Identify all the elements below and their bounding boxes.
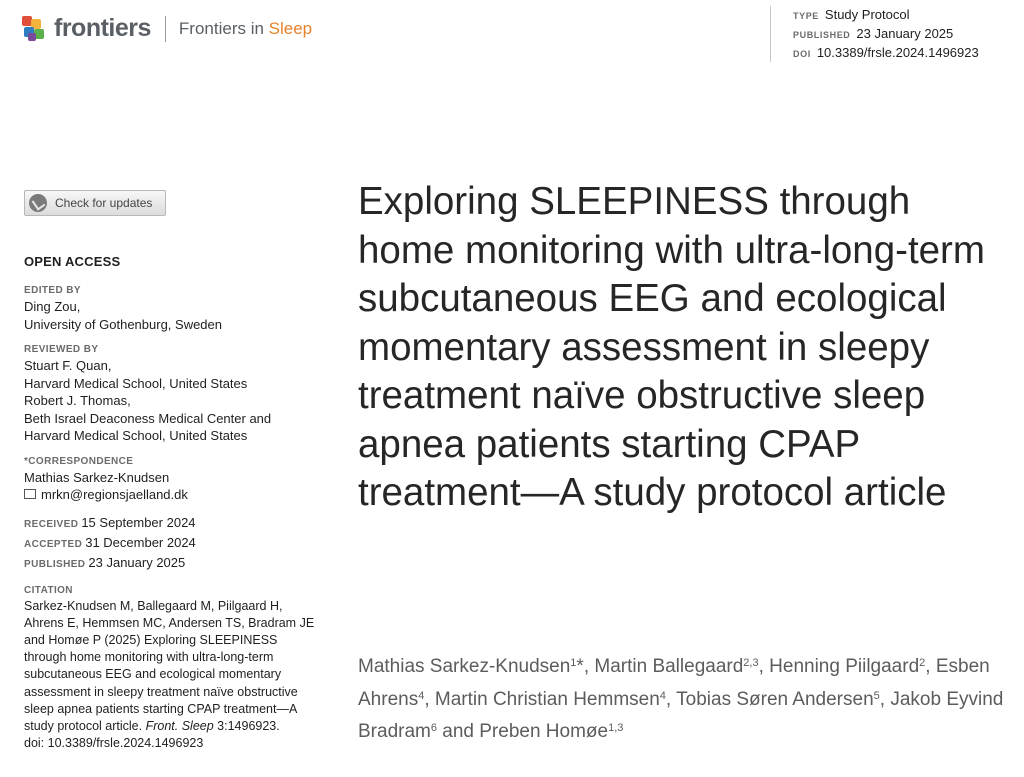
article-meta [770,6,979,62]
author-affiliation: 2,3 [743,657,759,669]
reviewer-line: Stuart F. Quan, [24,358,112,373]
author-affiliation: 5 [873,689,880,702]
dates-section [24,514,319,574]
publisher-logo[interactable] [22,14,312,43]
meta-doi[interactable]: DOI 10.3389/frsle.2024.1496923 [793,45,979,60]
author-affiliation: 6 [430,722,437,734]
article-title: Exploring SLEEPINESS through home monitoring with ultra-long-term subcutaneous EEG and ecological momentary assessment in sleepy treatment naïve obstructive sleep apnea patients starting CPAP treatment—A study protocol article [358,180,985,514]
author-name[interactable]: Jakob Eyvind Bradram$^6$ [358,688,1004,742]
author-affiliation: 1 [570,657,577,669]
author-separator: , [665,688,677,710]
journal-name: Frontiers in Sleep [178,18,313,38]
author-name[interactable]: Henning Piilgaard$^2$ [769,656,926,677]
editor-affiliation: University of Gothenburg, Sweden [24,316,222,332]
citation-doi[interactable]: doi: 10.3389/frsle.2024.1496923 [24,736,204,751]
reviewed-by-section: REVIEWED BY Stuart F. Quan, Harvard Medical School, United States Robert J. Thomas, Beth Israel Deaconess Medical Center and Harvard Medical School, United States [24,343,319,445]
editor-name: Ding Zou, [24,299,81,314]
author-name[interactable]: Martin Christian Hemmsen$^4$ [434,688,666,710]
citation-text: Sarkez-Knudsen M, Ballegaard M, Piilgaard H, Ahrens E, Hemmsen MC, Andersen TS, Bradram JE and Homøe P (2025) Exploring SLEEPINESS through home monitoring with ultra-long-term subcutaneous EEG and ecological momentary assessment in sleepy treatment naïve obstructive sleep apnea patients starting CPAP treatment—A study protocol article. Front. Sleep 3:1496923. doi: 10.3389/frsle.2024.1496923 [24,598,315,751]
author-affiliation: 4 [418,689,425,702]
author-separator: , [424,688,435,710]
correspondence-name: Mathias Sarkez-Knudsen [24,469,170,485]
author-list [358,649,1008,747]
accepted-date: ACCEPTED 31 December 2024 [24,534,196,550]
check-for-updates-button[interactable] [24,190,166,216]
author-name[interactable]: Mathias Sarkez-Knudsen$^1$* [358,656,584,677]
author-separator: and [436,721,480,742]
frontiers-logo-icon [22,16,48,42]
citation-section: CITATION Sarkez-Knudsen M, Ballegaard M, Piilgaard H, Ahrens E, Hemmsen MC, Andersen TS, Bradram JE and Homøe P (2025) Exploring SLEEPINESS through home monitoring with ultra-long-term subcutaneous EEG and ecological momentary assessment in sleepy treatment naïve obstructive sleep apnea patients starting CPAP treatment—A study protocol article. Front. Sleep 3:1496923. doi: 10.3389/frsle.2024.1496923 [24,584,319,753]
envelope-icon [24,489,36,499]
author-separator: , [758,656,770,677]
published-date: PUBLISHED 23 January 2025 [24,554,186,570]
meta-published: PUBLISHED 23 January 2025 [793,26,954,41]
brand-name: frontiers [54,14,151,42]
author-separator: , [879,688,891,710]
sidebar [24,254,319,762]
reviewer-line: Robert J. Thomas, [24,393,131,408]
meta-type: TYPE Study Protocol [793,7,910,22]
logo-divider [165,16,166,42]
author-separator: , [583,656,595,677]
author-name[interactable]: Esben Ahrens$^4$ [358,656,990,710]
reviewer-line: Harvard Medical School, United States [24,428,248,443]
author-name[interactable]: Preben Homøe$^{1,3}$ [479,721,624,742]
author-name[interactable]: Martin Ballegaard$^{2,3}$ [594,656,759,677]
check-updates-label: Check for updates [55,196,153,210]
corresponding-author-mark: * [576,656,584,677]
correspondence-section: *CORRESPONDENCE Mathias Sarkez-Knudsen mrkn@regionsjaelland.dk [24,455,319,504]
author-affiliation: 2 [919,657,926,669]
author-name[interactable]: Tobias Søren Andersen$^5$ [676,688,880,710]
correspondence-email[interactable]: mrkn@regionsjaelland.dk [24,486,319,504]
edited-by-section: EDITED BY Ding Zou, University of Gothenburg, Sweden [24,284,319,333]
author-affiliation: 4 [659,689,666,702]
received-date: RECEIVED 15 September 2024 [24,514,196,530]
author-separator: , [925,656,936,677]
author-affiliation: 1,3 [608,722,624,734]
open-access-label: OPEN ACCESS [24,254,121,269]
check-updates-icon [29,194,47,212]
reviewer-line: Harvard Medical School, United States [24,375,248,391]
reviewer-line: Beth Israel Deaconess Medical Center and [24,410,272,426]
